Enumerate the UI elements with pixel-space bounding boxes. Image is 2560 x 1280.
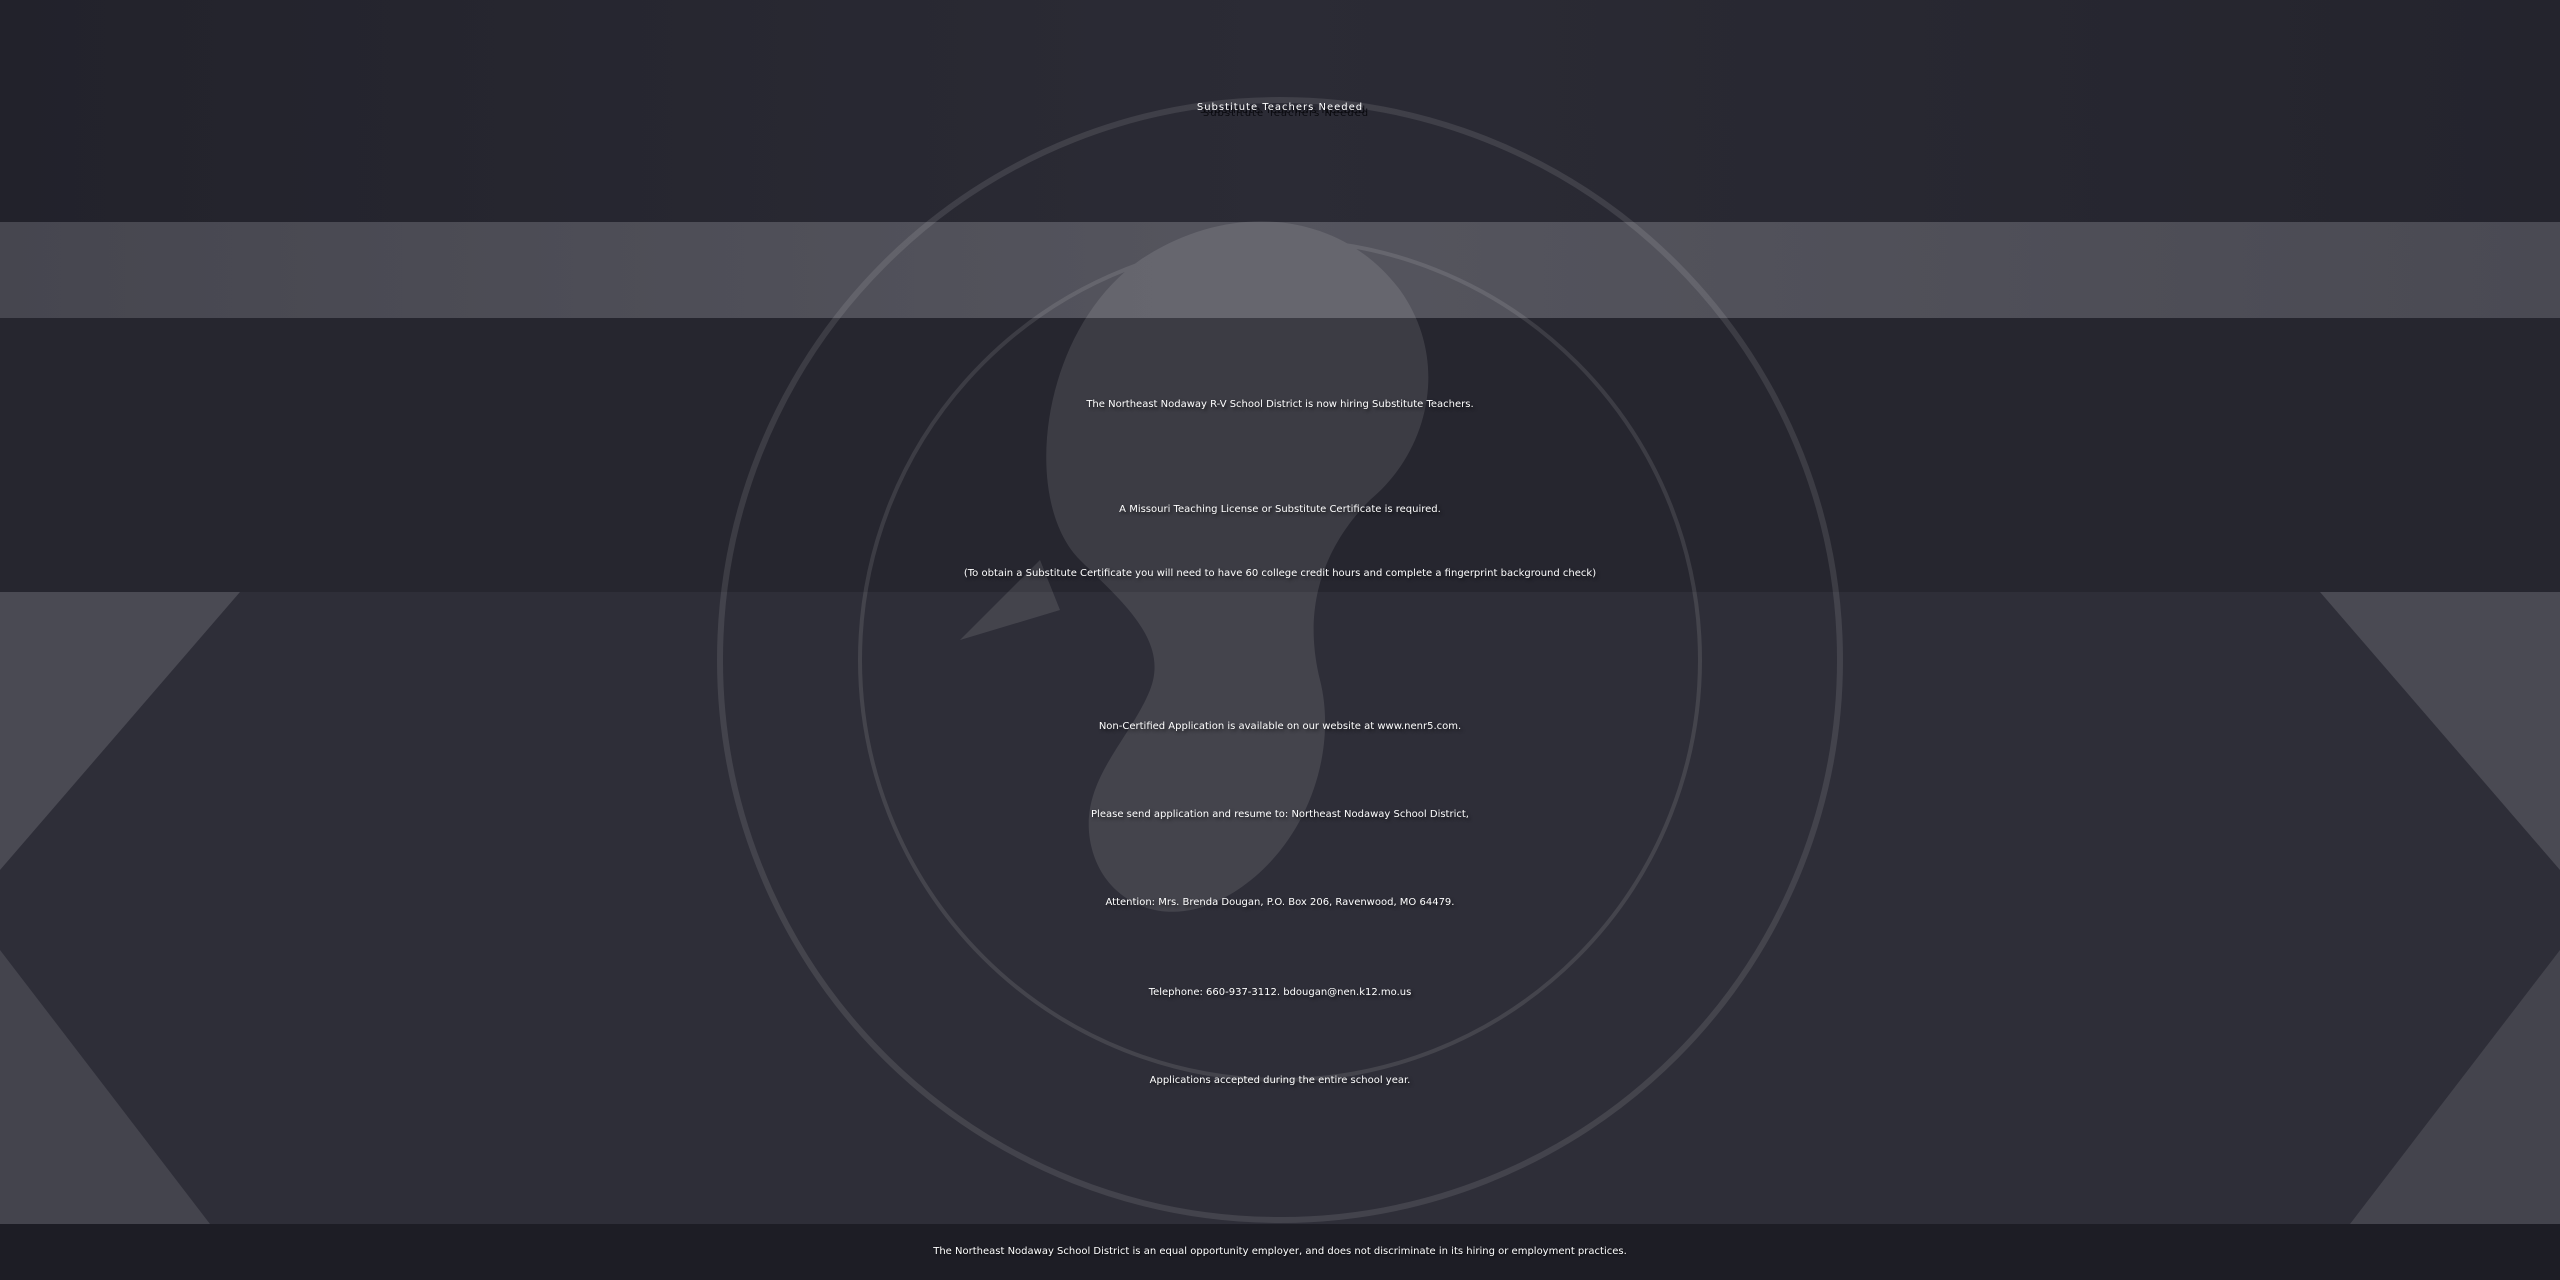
certificate-note-text: (To obtain a Substitute Certificate you will need to have 60 college credit hours and complete a fingerprint background check) [963, 568, 1597, 579]
send-application-text: Please send application and resume to: Northeast Nodaway School District, [1091, 809, 1469, 820]
equal-opportunity-footer: The Northeast Nodaway School District is an equal opportunity employer, and does not discriminate in its hiring or employment practices. [933, 1246, 1627, 1257]
attention-address-text: Attention: Mrs. Brenda Dougan, P.O. Box 206, Ravenwood, MO 64479. [1105, 897, 1455, 908]
contact-info-text: Telephone: 660-937-3112. bdougan@nen.k12.mo.us [1148, 987, 1412, 998]
poster-title: Substitute Teachers Needed [1196, 102, 1364, 113]
license-requirement-text: A Missouri Teaching License or Substitute Certificate is required. [1119, 504, 1441, 515]
application-info-text: Non-Certified Application is available on our website at www.nenr5.com. [1098, 721, 1462, 732]
applications-accepted-text: Applications accepted during the entire school year. [1149, 1075, 1411, 1086]
hiring-text: The Northeast Nodaway R-V School District is now hiring Substitute Teachers. [1086, 399, 1474, 410]
